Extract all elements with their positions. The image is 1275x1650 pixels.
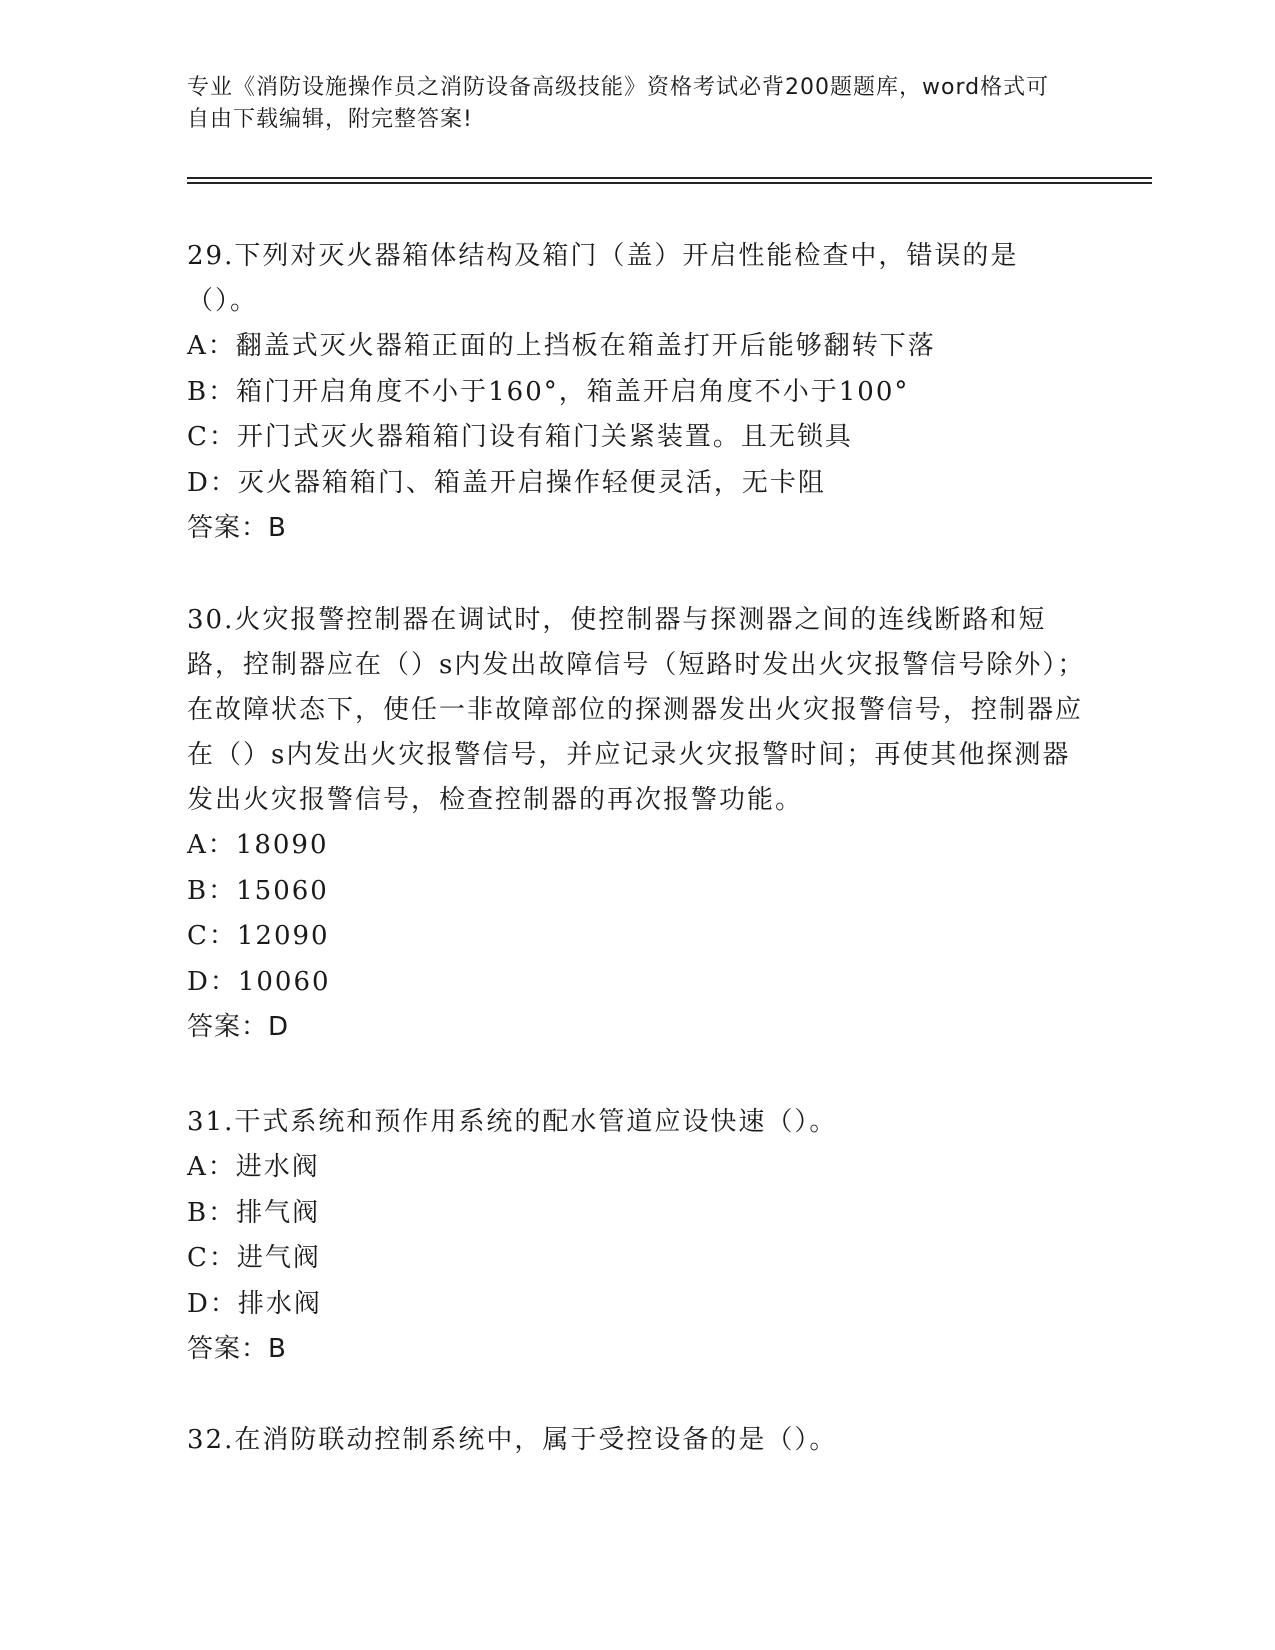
- question-stem: 32.在消防联动控制系统中，属于受控设备的是（）。: [187, 1425, 838, 1455]
- option-a: A：进水阀: [187, 1152, 320, 1182]
- question-stem: 30.火灾报警控制器在调试时，使控制器与探测器之间的连线断路和短路，控制器应在（）s内发出故障信号（短路时发出火灾报警信号除外）；在故障状态下，使任一非故障部位的探测器发出火灾报警信号，控制器应在（）s内发出火灾报警信号，并应记录火灾报警时间；再使其他探测器发出火灾报警信号，检查控制器的再次报警功能。: [187, 605, 1086, 815]
- option-d: D：10060: [187, 966, 331, 997]
- option-a: A：18090: [187, 830, 329, 860]
- question-32: [187, 1418, 1087, 1463]
- question-stem: 29.下列对灭火器箱体结构及箱门（盖）开启性能检查中，错误的是（）。: [187, 241, 1019, 316]
- option-d: D：灭火器箱箱门、箱盖开启操作轻便灵活，无卡阻: [187, 467, 826, 498]
- answer-label: 答案：D: [187, 1012, 290, 1042]
- header-divider-top: [187, 177, 1152, 179]
- option-a: A：翻盖式灭火器箱正面的上挡板在箱盖打开后能够翻转下落: [187, 331, 936, 361]
- option-c: C：开门式灭火器箱箱门设有箱门关紧装置。且无锁具: [187, 422, 853, 452]
- question-stem: 31.干式系统和预作用系统的配水管道应设快速（）。: [187, 1107, 838, 1137]
- option-b: B：排气阀: [187, 1197, 321, 1228]
- question-29: [187, 234, 1087, 551]
- question-30: [187, 598, 1087, 1050]
- option-b: B：15060: [187, 875, 329, 906]
- option-b: B：箱门开启角度不小于160°，箱盖开启角度不小于100°: [187, 376, 910, 407]
- header-divider-bottom: [187, 182, 1152, 184]
- answer-label: 答案：B: [187, 513, 287, 543]
- option-c: C：12090: [187, 921, 330, 951]
- question-31: [187, 1100, 1087, 1372]
- option-d: D：排水阀: [187, 1288, 322, 1319]
- answer-label: 答案：B: [187, 1334, 287, 1364]
- option-c: C：进气阀: [187, 1243, 321, 1273]
- document-header: 专业《消防设施操作员之消防设备高级技能》资格考试必背200题题库，word格式可自由下载编辑，附完整答案!: [187, 75, 1050, 132]
